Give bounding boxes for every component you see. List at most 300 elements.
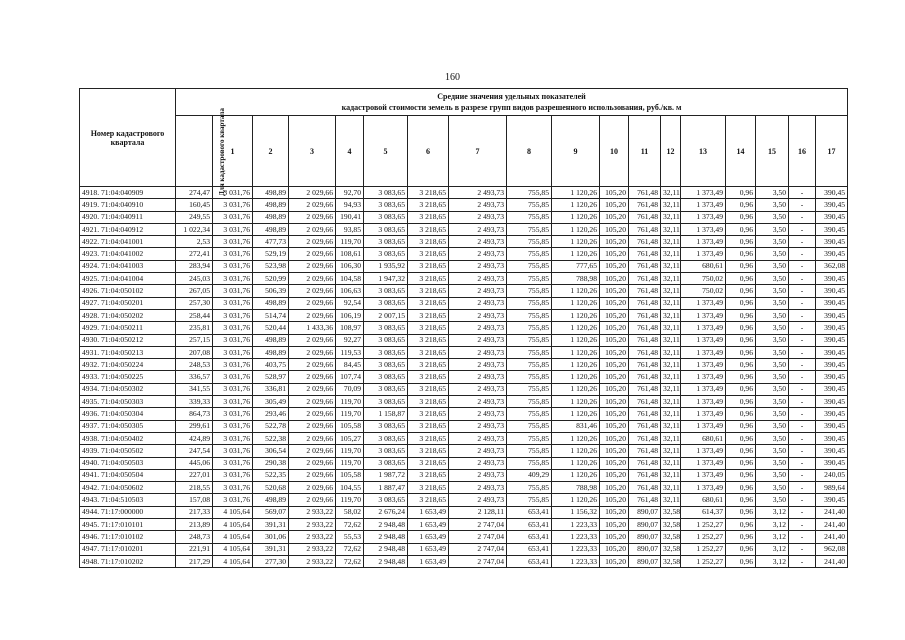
table-row xyxy=(80,555,848,567)
value-cell: 32,11 xyxy=(661,383,681,395)
value-cell: 498,89 xyxy=(253,211,289,223)
header-number-row xyxy=(80,116,848,187)
value-cell: 1 373,49 xyxy=(681,334,726,346)
value-cell: 105,20 xyxy=(600,346,629,358)
header-group-number: 10 xyxy=(600,116,629,187)
value-cell: 755,85 xyxy=(507,494,552,506)
cadastral-quarter-cell: 4936. 71:04:050304 xyxy=(80,408,176,420)
header-group-number: 17 xyxy=(816,116,848,187)
value-cell: 3,50 xyxy=(756,457,789,469)
value-cell: 4 105,64 xyxy=(213,531,253,543)
value-cell: 0,96 xyxy=(726,445,756,457)
value-cell: 290,38 xyxy=(253,457,289,469)
value-cell: 32,58 xyxy=(661,519,681,531)
value-cell: 3 083,65 xyxy=(364,359,408,371)
value-cell: 2 493,73 xyxy=(449,457,507,469)
value-cell: 4 105,64 xyxy=(213,506,253,518)
header-group-number: 12 xyxy=(661,116,681,187)
value-cell: - xyxy=(789,432,816,444)
value-cell: 989,64 xyxy=(816,482,848,494)
value-cell: 755,85 xyxy=(507,346,552,358)
value-cell: 4 105,64 xyxy=(213,519,253,531)
value-cell: - xyxy=(789,211,816,223)
value-cell: 2 493,73 xyxy=(449,334,507,346)
value-cell: 3,50 xyxy=(756,309,789,321)
value-cell: 3 218,65 xyxy=(408,199,449,211)
value-cell: 3 031,76 xyxy=(213,236,253,248)
value-cell: 3 218,65 xyxy=(408,408,449,420)
value-cell: 0,96 xyxy=(726,223,756,235)
value-cell: 755,85 xyxy=(507,309,552,321)
table-row xyxy=(80,199,848,211)
value-cell: 1 373,49 xyxy=(681,457,726,469)
value-cell: 3 031,76 xyxy=(213,322,253,334)
value-cell: 32,11 xyxy=(661,408,681,420)
value-cell: 339,33 xyxy=(176,396,213,408)
value-cell: 105,20 xyxy=(600,371,629,383)
value-cell: 2 128,11 xyxy=(449,506,507,518)
value-cell: 3 218,65 xyxy=(408,248,449,260)
cadastral-quarter-cell: 4942. 71:04:050602 xyxy=(80,482,176,494)
value-cell: 3 031,76 xyxy=(213,273,253,285)
table-row xyxy=(80,260,848,272)
value-cell: 213,89 xyxy=(176,519,213,531)
header-group-number: 1 xyxy=(213,116,253,187)
cadastral-quarter-cell: 4938. 71:04:050402 xyxy=(80,432,176,444)
value-cell: 1 120,26 xyxy=(552,322,600,334)
value-cell: 3 031,76 xyxy=(213,432,253,444)
value-cell: 2 493,73 xyxy=(449,260,507,272)
value-cell: - xyxy=(789,445,816,457)
value-cell: 3 031,76 xyxy=(213,482,253,494)
value-cell: 119,70 xyxy=(336,408,364,420)
header-group-number: 7 xyxy=(449,116,507,187)
value-cell: 755,85 xyxy=(507,457,552,469)
value-cell: 3,12 xyxy=(756,555,789,567)
value-cell: 2 747,04 xyxy=(449,543,507,555)
value-cell: 245,03 xyxy=(176,273,213,285)
value-cell: 390,45 xyxy=(816,457,848,469)
value-cell: 2 493,73 xyxy=(449,187,507,199)
value-cell: 249,55 xyxy=(176,211,213,223)
value-cell: 3,50 xyxy=(756,359,789,371)
value-cell: 3 218,65 xyxy=(408,420,449,432)
value-cell: 788,98 xyxy=(552,482,600,494)
value-cell: 1 935,92 xyxy=(364,260,408,272)
header-group-number: 4 xyxy=(336,116,364,187)
header-group-number: 13 xyxy=(681,116,726,187)
cadastral-quarter-cell: 4933. 71:04:050225 xyxy=(80,371,176,383)
value-cell: 105,20 xyxy=(600,236,629,248)
value-cell: 4 105,64 xyxy=(213,543,253,555)
table-row xyxy=(80,432,848,444)
value-cell: 1 120,26 xyxy=(552,383,600,395)
cadastral-quarter-cell: 4928. 71:04:050202 xyxy=(80,309,176,321)
value-cell: 240,05 xyxy=(816,469,848,481)
value-cell: 105,20 xyxy=(600,432,629,444)
value-cell: 2 493,73 xyxy=(449,346,507,358)
value-cell: 864,73 xyxy=(176,408,213,420)
value-cell: 32,11 xyxy=(661,187,681,199)
value-cell: 32,58 xyxy=(661,531,681,543)
value-cell: - xyxy=(789,543,816,555)
value-cell: 105,20 xyxy=(600,187,629,199)
value-cell: 0,96 xyxy=(726,236,756,248)
table-row xyxy=(80,482,848,494)
table-row xyxy=(80,531,848,543)
value-cell: 283,94 xyxy=(176,260,213,272)
value-cell: 2 029,66 xyxy=(289,334,336,346)
value-cell: 84,45 xyxy=(336,359,364,371)
value-cell: 3 083,65 xyxy=(364,420,408,432)
value-cell: 32,11 xyxy=(661,322,681,334)
value-cell: 1 373,49 xyxy=(681,187,726,199)
value-cell: 1 120,26 xyxy=(552,223,600,235)
value-cell: 3 083,65 xyxy=(364,199,408,211)
value-cell: 445,06 xyxy=(176,457,213,469)
value-cell: 390,45 xyxy=(816,285,848,297)
value-cell: 3 031,76 xyxy=(213,408,253,420)
value-cell: 93,85 xyxy=(336,223,364,235)
value-cell: 390,45 xyxy=(816,236,848,248)
value-cell: 3 218,65 xyxy=(408,187,449,199)
value-cell: - xyxy=(789,199,816,211)
value-cell: 218,55 xyxy=(176,482,213,494)
value-cell: 2 029,66 xyxy=(289,359,336,371)
cadastral-quarter-cell: 4919. 71:04:040910 xyxy=(80,199,176,211)
value-cell: 761,48 xyxy=(629,494,661,506)
value-cell: 390,45 xyxy=(816,359,848,371)
value-cell: 3,50 xyxy=(756,408,789,420)
table-row xyxy=(80,420,848,432)
cadastral-quarter-cell: 4947. 71:17:010201 xyxy=(80,543,176,555)
value-cell: 3 083,65 xyxy=(364,396,408,408)
value-cell: 248,73 xyxy=(176,531,213,543)
value-cell: 105,20 xyxy=(600,260,629,272)
value-cell: 2 747,04 xyxy=(449,519,507,531)
cadastral-quarter-cell: 4943. 71:04:510503 xyxy=(80,494,176,506)
value-cell: 94,93 xyxy=(336,199,364,211)
value-cell: 0,96 xyxy=(726,199,756,211)
table-row xyxy=(80,285,848,297)
value-cell: 2 029,66 xyxy=(289,494,336,506)
value-cell: 3 218,65 xyxy=(408,346,449,358)
cadastral-quarter-cell: 4945. 71:17:010101 xyxy=(80,519,176,531)
cadastral-quarter-cell: 4944. 71:17:000000 xyxy=(80,506,176,518)
value-cell: 2 493,73 xyxy=(449,396,507,408)
value-cell: 105,20 xyxy=(600,285,629,297)
value-cell: 1 120,26 xyxy=(552,199,600,211)
value-cell: - xyxy=(789,273,816,285)
value-cell: 1 433,36 xyxy=(289,322,336,334)
value-cell: 105,20 xyxy=(600,359,629,371)
value-cell: 506,39 xyxy=(253,285,289,297)
table-row xyxy=(80,469,848,481)
value-cell: 32,11 xyxy=(661,309,681,321)
value-cell: 105,20 xyxy=(600,396,629,408)
value-cell: 3 218,65 xyxy=(408,285,449,297)
value-cell: 0,96 xyxy=(726,322,756,334)
value-cell: 2 948,48 xyxy=(364,555,408,567)
value-cell: 301,06 xyxy=(253,531,289,543)
value-cell: 3 218,65 xyxy=(408,223,449,235)
value-cell: 390,45 xyxy=(816,432,848,444)
value-cell: 2 493,73 xyxy=(449,469,507,481)
value-cell: 3 218,65 xyxy=(408,334,449,346)
cadastral-values-table xyxy=(79,88,848,568)
cadastral-quarter-cell: 4946. 71:17:010102 xyxy=(80,531,176,543)
value-cell: 2 029,66 xyxy=(289,482,336,494)
value-cell: 390,45 xyxy=(816,248,848,260)
value-cell: 3,12 xyxy=(756,531,789,543)
value-cell: 336,57 xyxy=(176,371,213,383)
value-cell: 761,48 xyxy=(629,457,661,469)
value-cell: - xyxy=(789,506,816,518)
value-cell: 3 031,76 xyxy=(213,248,253,260)
value-cell: 761,48 xyxy=(629,223,661,235)
value-cell: 0,96 xyxy=(726,297,756,309)
value-cell: 0,96 xyxy=(726,555,756,567)
value-cell: 32,11 xyxy=(661,236,681,248)
value-cell: - xyxy=(789,457,816,469)
header-title-line1: Средние значения удельных показателей xyxy=(437,92,586,101)
value-cell: 1 223,33 xyxy=(552,555,600,567)
value-cell: 1 223,33 xyxy=(552,531,600,543)
value-cell: 2 029,66 xyxy=(289,469,336,481)
value-cell: 119,53 xyxy=(336,346,364,358)
value-cell: 108,97 xyxy=(336,322,364,334)
table-row xyxy=(80,211,848,223)
value-cell: 761,48 xyxy=(629,236,661,248)
value-cell: 523,98 xyxy=(253,260,289,272)
value-cell: 1 373,49 xyxy=(681,236,726,248)
value-cell: 241,40 xyxy=(816,519,848,531)
value-cell: - xyxy=(789,297,816,309)
value-cell: 3 031,76 xyxy=(213,309,253,321)
value-cell: 761,48 xyxy=(629,322,661,334)
value-cell: 0,96 xyxy=(726,432,756,444)
value-cell: 299,61 xyxy=(176,420,213,432)
value-cell: 32,11 xyxy=(661,223,681,235)
cadastral-quarter-cell: 4939. 71:04:050502 xyxy=(80,445,176,457)
cadastral-quarter-cell: 4940. 71:04:050503 xyxy=(80,457,176,469)
value-cell: 3 083,65 xyxy=(364,187,408,199)
cadastral-quarter-cell: 4929. 71:04:050211 xyxy=(80,322,176,334)
value-cell: 105,20 xyxy=(600,383,629,395)
value-cell: 119,70 xyxy=(336,236,364,248)
value-cell: 105,20 xyxy=(600,555,629,567)
value-cell: 2 933,22 xyxy=(289,543,336,555)
value-cell: 390,45 xyxy=(816,445,848,457)
value-cell: 0,96 xyxy=(726,457,756,469)
value-cell: 522,38 xyxy=(253,432,289,444)
value-cell: 227,01 xyxy=(176,469,213,481)
value-cell: 119,70 xyxy=(336,445,364,457)
value-cell: 3 218,65 xyxy=(408,445,449,457)
value-cell: 2 493,73 xyxy=(449,420,507,432)
value-cell: 2 029,66 xyxy=(289,297,336,309)
value-cell: 1 373,49 xyxy=(681,248,726,260)
value-cell: 3,50 xyxy=(756,223,789,235)
value-cell: 58,02 xyxy=(336,506,364,518)
value-cell: 3 031,76 xyxy=(213,494,253,506)
value-cell: 3 218,65 xyxy=(408,211,449,223)
value-cell: 217,29 xyxy=(176,555,213,567)
value-cell: 207,08 xyxy=(176,346,213,358)
value-cell: 3,50 xyxy=(756,248,789,260)
value-cell: 390,45 xyxy=(816,420,848,432)
value-cell: 477,73 xyxy=(253,236,289,248)
value-cell: 1 373,49 xyxy=(681,223,726,235)
cadastral-quarter-cell: 4921. 71:04:040912 xyxy=(80,223,176,235)
value-cell: 72,62 xyxy=(336,519,364,531)
value-cell: 32,11 xyxy=(661,199,681,211)
value-cell: 750,02 xyxy=(681,285,726,297)
value-cell: 217,33 xyxy=(176,506,213,518)
value-cell: 1 987,72 xyxy=(364,469,408,481)
value-cell: 3 031,76 xyxy=(213,297,253,309)
value-cell: 2 029,66 xyxy=(289,223,336,235)
value-cell: 755,85 xyxy=(507,199,552,211)
value-cell: 498,89 xyxy=(253,199,289,211)
cadastral-quarter-cell: 4931. 71:04:050213 xyxy=(80,346,176,358)
value-cell: 2 029,66 xyxy=(289,248,336,260)
cadastral-quarter-cell: 4937. 71:04:050305 xyxy=(80,420,176,432)
value-cell: 3 218,65 xyxy=(408,469,449,481)
cadastral-quarter-cell: 4935. 71:04:050303 xyxy=(80,396,176,408)
value-cell: 890,07 xyxy=(629,543,661,555)
value-cell: 2 029,66 xyxy=(289,346,336,358)
value-cell: 2 007,15 xyxy=(364,309,408,321)
value-cell: 2 948,48 xyxy=(364,543,408,555)
table-body xyxy=(80,187,848,568)
value-cell: 2 493,73 xyxy=(449,383,507,395)
value-cell: 761,48 xyxy=(629,346,661,358)
value-cell: 3 083,65 xyxy=(364,334,408,346)
value-cell: 0,96 xyxy=(726,396,756,408)
header-group-number: 5 xyxy=(364,116,408,187)
value-cell: 32,11 xyxy=(661,273,681,285)
cadastral-quarter-cell: 4941. 71:04:050504 xyxy=(80,469,176,481)
value-cell: 390,45 xyxy=(816,223,848,235)
cadastral-quarter-cell: 4932. 71:04:050224 xyxy=(80,359,176,371)
value-cell: 105,20 xyxy=(600,519,629,531)
value-cell: 2 029,66 xyxy=(289,420,336,432)
value-cell: 3,50 xyxy=(756,211,789,223)
value-cell: 3 083,65 xyxy=(364,494,408,506)
value-cell: 1 120,26 xyxy=(552,359,600,371)
value-cell: 105,20 xyxy=(600,297,629,309)
value-cell: 1 156,32 xyxy=(552,506,600,518)
value-cell: 2 948,48 xyxy=(364,531,408,543)
value-cell: 3,50 xyxy=(756,297,789,309)
value-cell: 761,48 xyxy=(629,396,661,408)
value-cell: - xyxy=(789,408,816,420)
value-cell: 390,45 xyxy=(816,199,848,211)
value-cell: 105,20 xyxy=(600,199,629,211)
value-cell: 520,99 xyxy=(253,273,289,285)
value-cell: 258,44 xyxy=(176,309,213,321)
value-cell: 3 031,76 xyxy=(213,211,253,223)
value-cell: 755,85 xyxy=(507,383,552,395)
value-cell: 2 493,73 xyxy=(449,236,507,248)
value-cell: 190,41 xyxy=(336,211,364,223)
header-group-number: 15 xyxy=(756,116,789,187)
value-cell: 293,46 xyxy=(253,408,289,420)
value-cell: 1 653,49 xyxy=(408,555,449,567)
table-row xyxy=(80,187,848,199)
value-cell: 2 029,66 xyxy=(289,396,336,408)
value-cell: 2 493,73 xyxy=(449,211,507,223)
value-cell: 105,58 xyxy=(336,469,364,481)
value-cell: 3 083,65 xyxy=(364,322,408,334)
value-cell: 1 120,26 xyxy=(552,432,600,444)
value-cell: 761,48 xyxy=(629,420,661,432)
value-cell: 1 373,49 xyxy=(681,199,726,211)
value-cell: 248,53 xyxy=(176,359,213,371)
value-cell: 2 493,73 xyxy=(449,494,507,506)
value-cell: 3 083,65 xyxy=(364,346,408,358)
value-cell: 32,11 xyxy=(661,334,681,346)
value-cell: 1 252,27 xyxy=(681,543,726,555)
value-cell: - xyxy=(789,482,816,494)
value-cell: 755,85 xyxy=(507,211,552,223)
value-cell: 3 083,65 xyxy=(364,371,408,383)
value-cell: 1 120,26 xyxy=(552,346,600,358)
value-cell: 755,85 xyxy=(507,445,552,457)
value-cell: 761,48 xyxy=(629,187,661,199)
value-cell: 390,45 xyxy=(816,383,848,395)
value-cell: 0,96 xyxy=(726,531,756,543)
value-cell: 3 218,65 xyxy=(408,322,449,334)
value-cell: 32,11 xyxy=(661,371,681,383)
value-cell: - xyxy=(789,248,816,260)
value-cell: 3,50 xyxy=(756,432,789,444)
value-cell: 2 493,73 xyxy=(449,309,507,321)
value-cell: 1 373,49 xyxy=(681,309,726,321)
value-cell: 1 373,49 xyxy=(681,322,726,334)
value-cell: 336,81 xyxy=(253,383,289,395)
value-cell: 0,96 xyxy=(726,482,756,494)
value-cell: 32,11 xyxy=(661,469,681,481)
table-row xyxy=(80,383,848,395)
table-row xyxy=(80,371,848,383)
value-cell: 105,20 xyxy=(600,334,629,346)
value-cell: 2 493,73 xyxy=(449,297,507,309)
value-cell: 105,20 xyxy=(600,494,629,506)
value-cell: 761,48 xyxy=(629,359,661,371)
value-cell: 2 933,22 xyxy=(289,531,336,543)
value-cell: 755,85 xyxy=(507,260,552,272)
value-cell: 3 218,65 xyxy=(408,396,449,408)
header-cadastral-quarter: Номер кадастрового квартала xyxy=(80,89,176,187)
value-cell: - xyxy=(789,322,816,334)
value-cell: 257,30 xyxy=(176,297,213,309)
value-cell: 761,48 xyxy=(629,432,661,444)
value-cell: 761,48 xyxy=(629,482,661,494)
value-cell: 2 948,48 xyxy=(364,519,408,531)
value-cell: 2 747,04 xyxy=(449,555,507,567)
value-cell: - xyxy=(789,223,816,235)
value-cell: 0,96 xyxy=(726,506,756,518)
value-cell: 3 083,65 xyxy=(364,236,408,248)
table-row xyxy=(80,322,848,334)
value-cell: 755,85 xyxy=(507,223,552,235)
value-cell: 761,48 xyxy=(629,273,661,285)
value-cell: 2 493,73 xyxy=(449,223,507,235)
value-cell: 755,85 xyxy=(507,408,552,420)
value-cell: 1 373,49 xyxy=(681,445,726,457)
